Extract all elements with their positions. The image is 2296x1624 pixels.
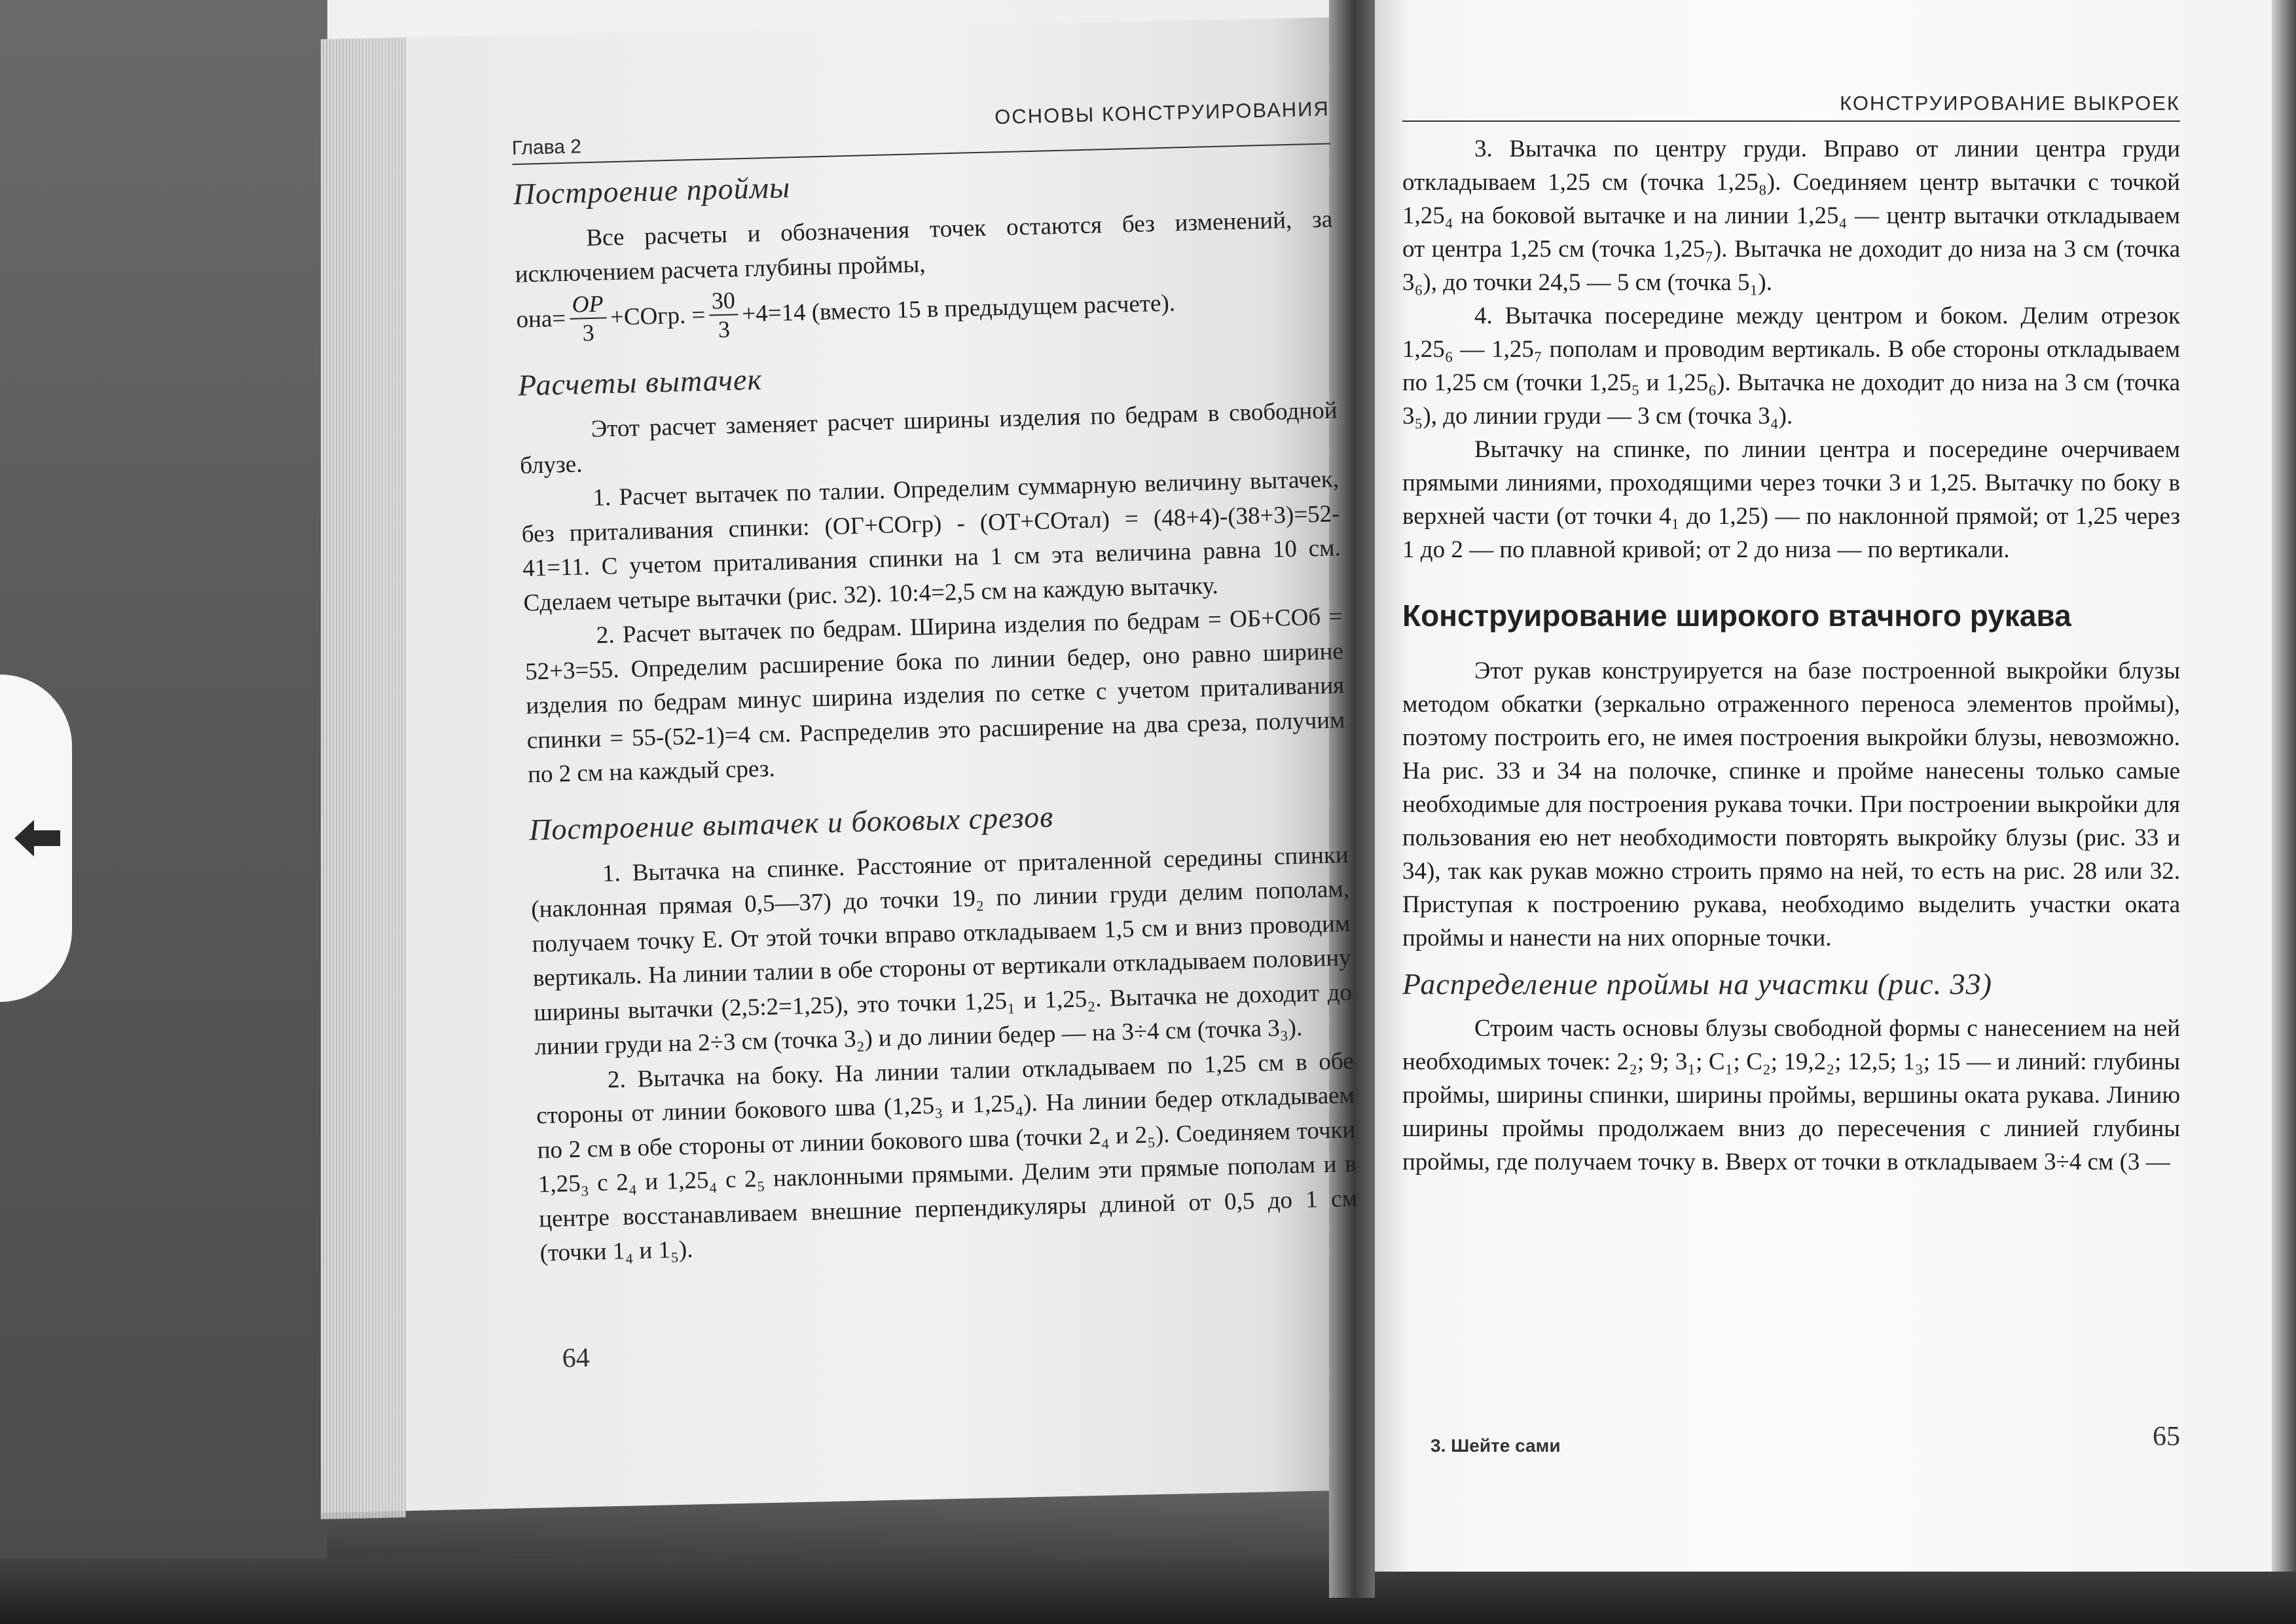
left-arrow-icon[interactable]: [14, 820, 60, 857]
right-page-number: 65: [2153, 1422, 2180, 1452]
left-page-number: 64: [562, 1342, 591, 1374]
paragraph: Все расчеты и обозначения точек остаются без изменений, за исключением расчета глубины проймы,: [515, 206, 1333, 288]
paragraph: 1. Расчет вытачек по талии. Определим суммарную величину вытачек, без приталивания спинки: (ОГ+СОгр) - (ОТ+СОтал) = (48+4)-(38+3)=52-41=11. С учетом приталивания спинки на 1 см эта величина равна 10 см. Сделаем четыре вытачки (рис. 32). 10:4=2,5 см на каждую вытачку.: [521, 466, 1341, 617]
fraction-numerator: OP: [569, 289, 606, 319]
right-running-title: КОНСТРУИРОВАНИЕ ВЫКРОЕК: [1840, 92, 2180, 115]
right-header-rule: [1402, 120, 2180, 122]
left-page-stack-edge: [321, 37, 406, 1519]
left-page-body: [513, 156, 1361, 1375]
paragraph: Этот расчет заменяет расчет ширины изделия по бедрам в свободной блузе.: [519, 397, 1338, 479]
right-page-edge: [2272, 0, 2296, 1572]
formula-suffix: +4=14 (вместо 15 в предыдущем расчете).: [741, 289, 1176, 328]
chapter-label: Глава 2: [511, 136, 582, 159]
paragraph: Этот рукав конструируется на базе построенной выкройки блузы методом обкатки (зеркально отраженного переноса элементов проймы), поэтому построить его, не имея построения выкройки блузы, невозможно. На рис. 33 и 34 на полочке, спинке и пройме нанесены только самые необходимые для построения рукава точки. При построении выкройки для пользования ею нет необходимости повторять выкройку блузы (рис. 33 и 34), так как рукав можно строить прямо на ней, то есть на рис. 28 или 32. Приступая к построению рукава, необходимо выделить участки оката проймы и нанести на них опорные точки.: [1402, 657, 2180, 951]
formula-prefix: она=: [516, 304, 566, 333]
paragraph: 3. Вытачка по центру груди. Вправо от линии центра груди откладываем 1,25 см (точка 1,25₈). Соединяем центр вытачки с точкой 1,25₄ на боковой вытачке и на линии 1,25₄ — центр вытачки откладываем от центра 1,25 см (точка 1,25₇). Вытачка не доходит до низа на 3 см (точка 3₆), до точки 24,5 — 5 см (точка 5₁).: [1402, 136, 2180, 296]
formula-fraction: [708, 286, 738, 343]
section-heading: Расчеты вытачек: [517, 362, 763, 402]
left-running-title: ОСНОВЫ КОНСТРУИРОВАНИЯ: [994, 97, 1330, 129]
paragraph: 1. Вытачка на спинке. Расстояние от приталенной середины спинки (наклонная прямая 0,5—37) до точки 19₂ по линии груди делим пополам, получаем точку Е. От этой точки вправо откладываем 1,5 см и вниз проводим вертикаль. На линии талии в обе стороны от вертикали откладываем половину ширины вытачки (2,5:2=1,25), это точки 1,25₁ и 1,25₂. Вытачка не доходит до линии груди на 2÷3 см (точка 3₂) и до линии бедер — на 3÷4 см (точка 3₃).: [530, 841, 1353, 1061]
fraction-denominator: 3: [582, 319, 595, 346]
paragraph: 4. Вытачка посередине между центром и боком. Делим отрезок 1,25₆ — 1,25₇ пополам и проводим вертикаль. В обе стороны откладываем по 1,25 см (точки 1,25₅ и 1,25₆). Вытачка не доходит до низа на 3 см (точка 3₅), до линии груди — 3 см (точка 3₄).: [1402, 303, 2180, 430]
fraction-numerator: 30: [708, 286, 738, 316]
right-page-content: [1402, 92, 2180, 1179]
footer-note: 3. Шейте сами: [1430, 1435, 1561, 1456]
formula-fraction: [569, 289, 607, 346]
paragraph: Вытачку на спинке, по линии центра и посередине очерчиваем прямыми линиями, проходящими через точки 3 и 1,25. Вытачку по боку в верхней части (от точки 4₁ до 1,25) — по наклонной прямой; от 1,25 через 1 до 2 — по плавной кривой; от 2 до низа — по вертикали.: [1402, 436, 2180, 563]
section-heading: Конструирование широкого втачного рукава: [1402, 599, 2071, 633]
formula-middle: +СОгр. =: [610, 301, 706, 331]
right-page-body: [1402, 132, 2180, 1179]
fraction-denominator: 3: [718, 316, 731, 343]
section-heading: Построение вытачек и боковых срезов: [528, 799, 1054, 847]
subsection-heading: Распределение проймы на участки (рис. 33): [1402, 967, 1992, 1001]
paragraph: Строим часть основы блузы свободной формы с нанесением на ней необходимых точек: 2₂; 9; 3₁; C₁; C₂; 19,2₂; 12,5; 1₃; 15 — и линий: глубины проймы, ширины спинки, ширины проймы, вершины оката рукава. Линию ширины проймы продолжаем вниз до пересечения с линией глубины проймы, где получаем точку в. Вверх от точки в откладываем 3÷4 см (3 —: [1402, 1015, 2180, 1175]
paragraph: 2. Расчет вытачек по бедрам. Ширина изделия по бедрам = ОБ+СОб = 52+3=55. Определим расширение бока по линии бедер, оно равно ширине изделия по бедрам минус ширина изделия по сетке с учетом приталивания спинки = 55-(52-1)=4 см. Распределив это расширение на два среза, получим по 2 см на каждый срез.: [524, 603, 1345, 788]
section-heading: Построение проймы: [513, 170, 791, 211]
paragraph: 2. Вытачка на боку. На линии талии откладываем по 1,25 см в обе стороны от линии бокового шва (1,25₃ и 1,25₄). На линии бедер откладываем по 2 см в обе стороны от линии бокового шва (точки 2₄ и 2₅). Соединяем точки 1,25₃ с 2₄ и 1,25₄ с 2₅ наклонными прямыми. Делим эти прямые пополам и в центре восстанавливаем внешние перпендикуляры длиной от 0,5 до 1 см (точки 1₄ и 1₅).: [536, 1047, 1358, 1267]
